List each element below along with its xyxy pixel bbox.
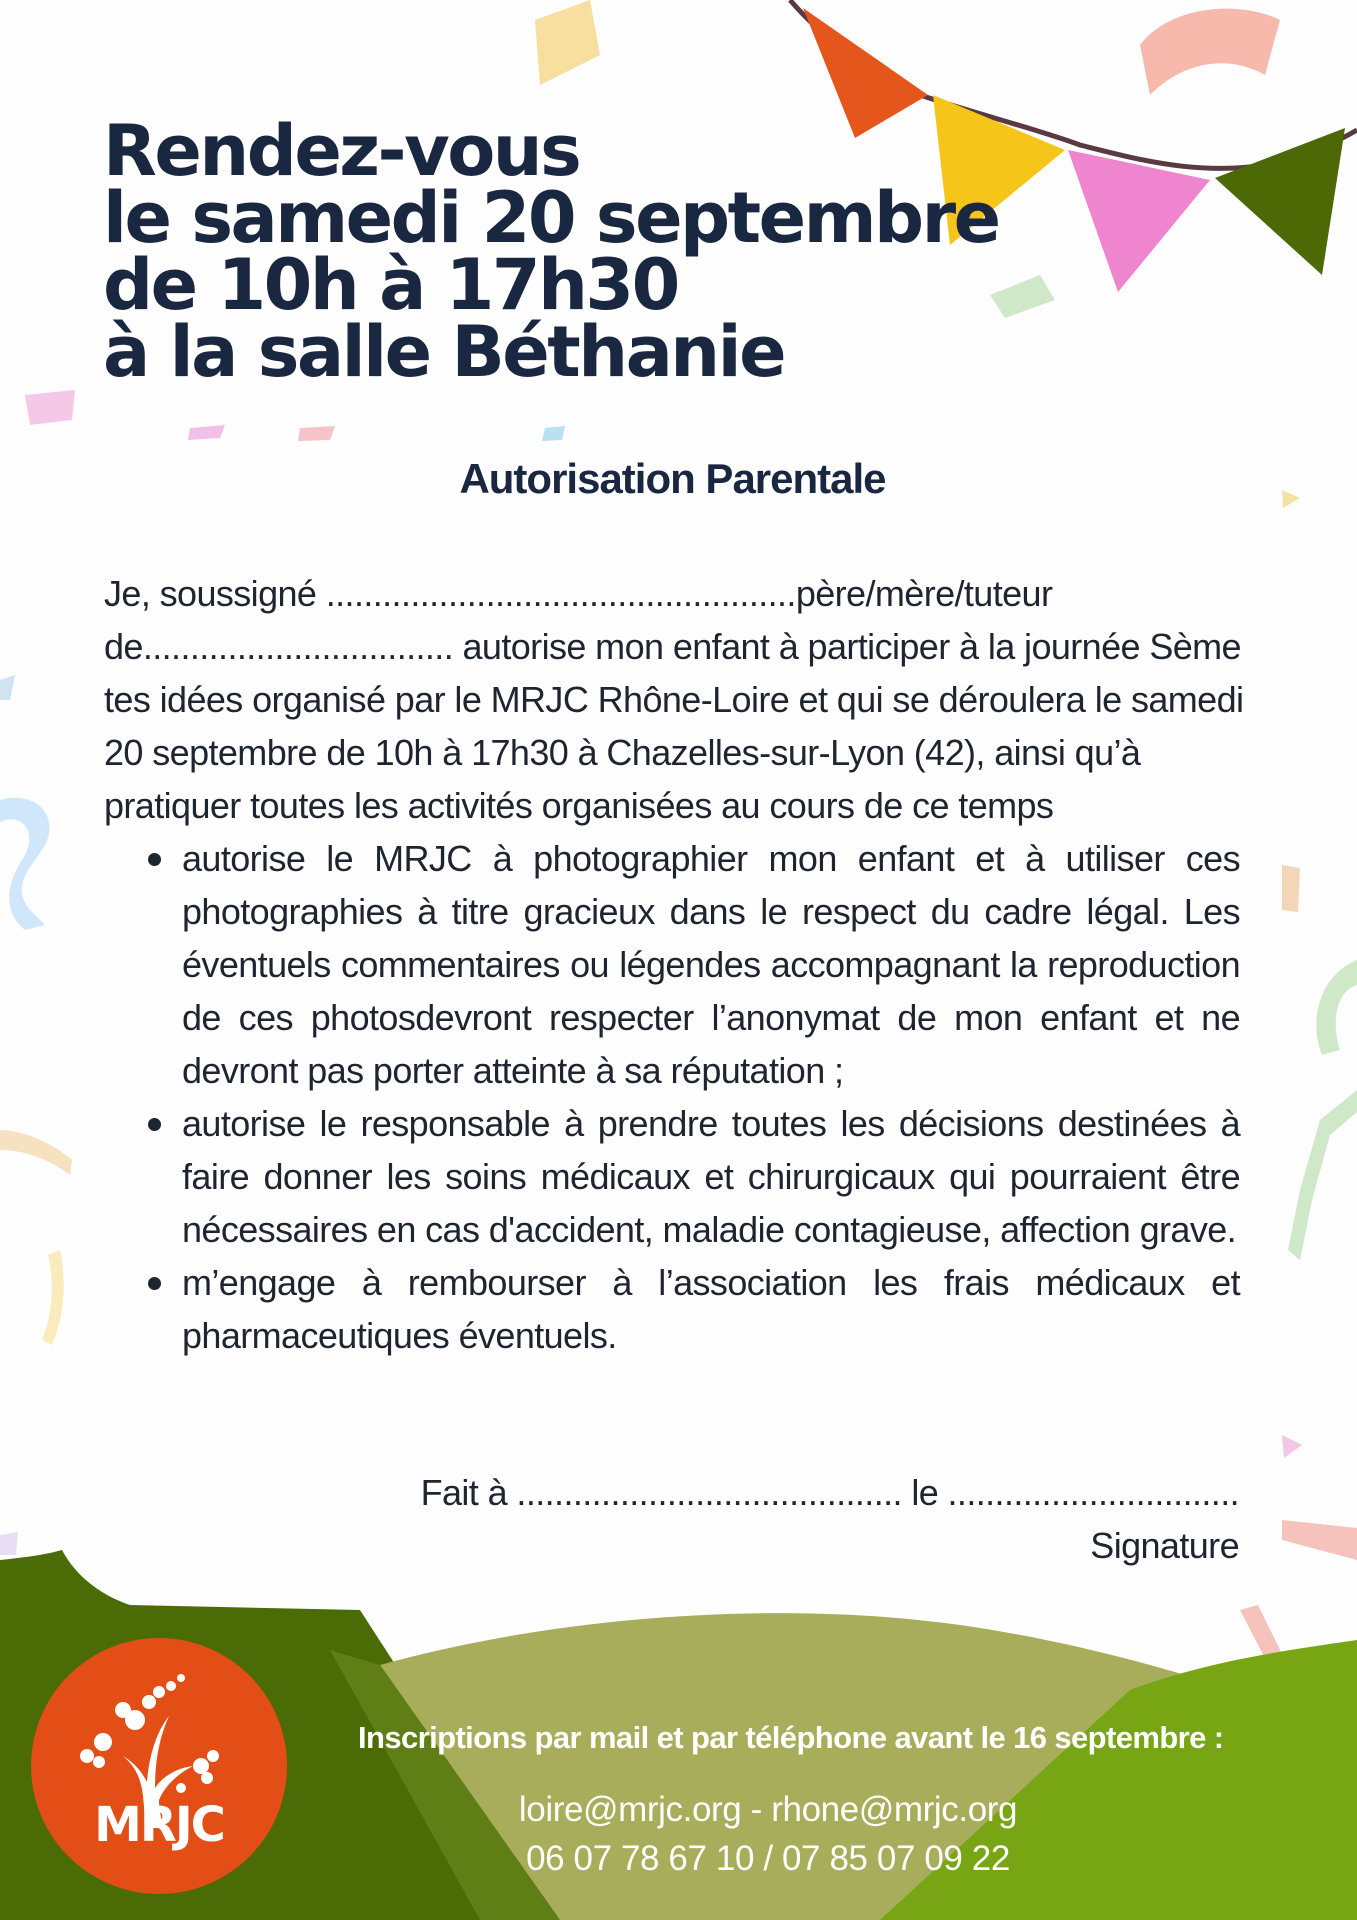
intro-line: Je, soussigné ..................................................père/mère/tuteur	[104, 573, 1053, 614]
signature-label: Signature	[1090, 1525, 1239, 1566]
mrjc-tree-logo-icon	[31, 1638, 287, 1894]
event-headline	[103, 110, 999, 393]
contact-phones[interactable]: 06 07 78 67 10 / 07 85 07 09 22	[526, 1839, 1010, 1878]
intro-line: pratiquer toutes les activités organisées au cours de ce temps	[104, 785, 1054, 826]
consent-list	[104, 832, 1240, 1362]
headline-line: de 10h à 17h30	[103, 244, 678, 326]
intro-line: 20 septembre de 10h à 17h30 à Chazelles-sur-Lyon (42), ainsi qu’à	[104, 732, 1141, 773]
headline-line: Rendez-vous	[103, 110, 580, 192]
consent-item-photos: autorise le MRJC à photographier mon enfant et à utiliser ces photographies à titre gracieux dans le respect du cadre légal. Les éventuels commentaires ou légendes accompagnant la reproduction de ces photosdevront respecter l’anonymat de mon enfant et ne devront pas porter atteinte à sa réputation ;	[104, 832, 1240, 1097]
headline-line: le samedi 20 septembre	[103, 177, 999, 259]
intro-line: de................................. autorise mon enfant à participer à la journée Sème	[104, 626, 1241, 667]
logo-wordmark: MRJC	[94, 1797, 224, 1853]
intro-line: tes idées organisé par le MRJC Rhône-Loire et qui se déroulera le samedi	[104, 679, 1244, 720]
consent-item-medical: autorise le responsable à prendre toutes les décisions destinées à faire donner les soins médicaux et chirurgicaux qui pourraient être nécessaires en cas d'accident, maladie contagieuse, affection grave.	[104, 1097, 1240, 1256]
form-title: Autorisation Parentale	[459, 455, 886, 502]
registration-notice: Inscriptions par mail et par téléphone avant le 16 septembre :	[358, 1720, 1224, 1755]
contact-emails[interactable]: loire@mrjc.org - rhone@mrjc.org	[518, 1790, 1018, 1829]
signature-block	[421, 1466, 1239, 1572]
place-date-line: Fait à ......................................... le ...............................	[420, 1472, 1239, 1513]
headline-line: à la salle Béthanie	[103, 311, 785, 393]
consent-item-reimbursement: m’engage à rembourser à l’association les frais médicaux et pharmaceutiques éventuels.	[104, 1256, 1240, 1362]
authorization-text	[104, 567, 1244, 1362]
